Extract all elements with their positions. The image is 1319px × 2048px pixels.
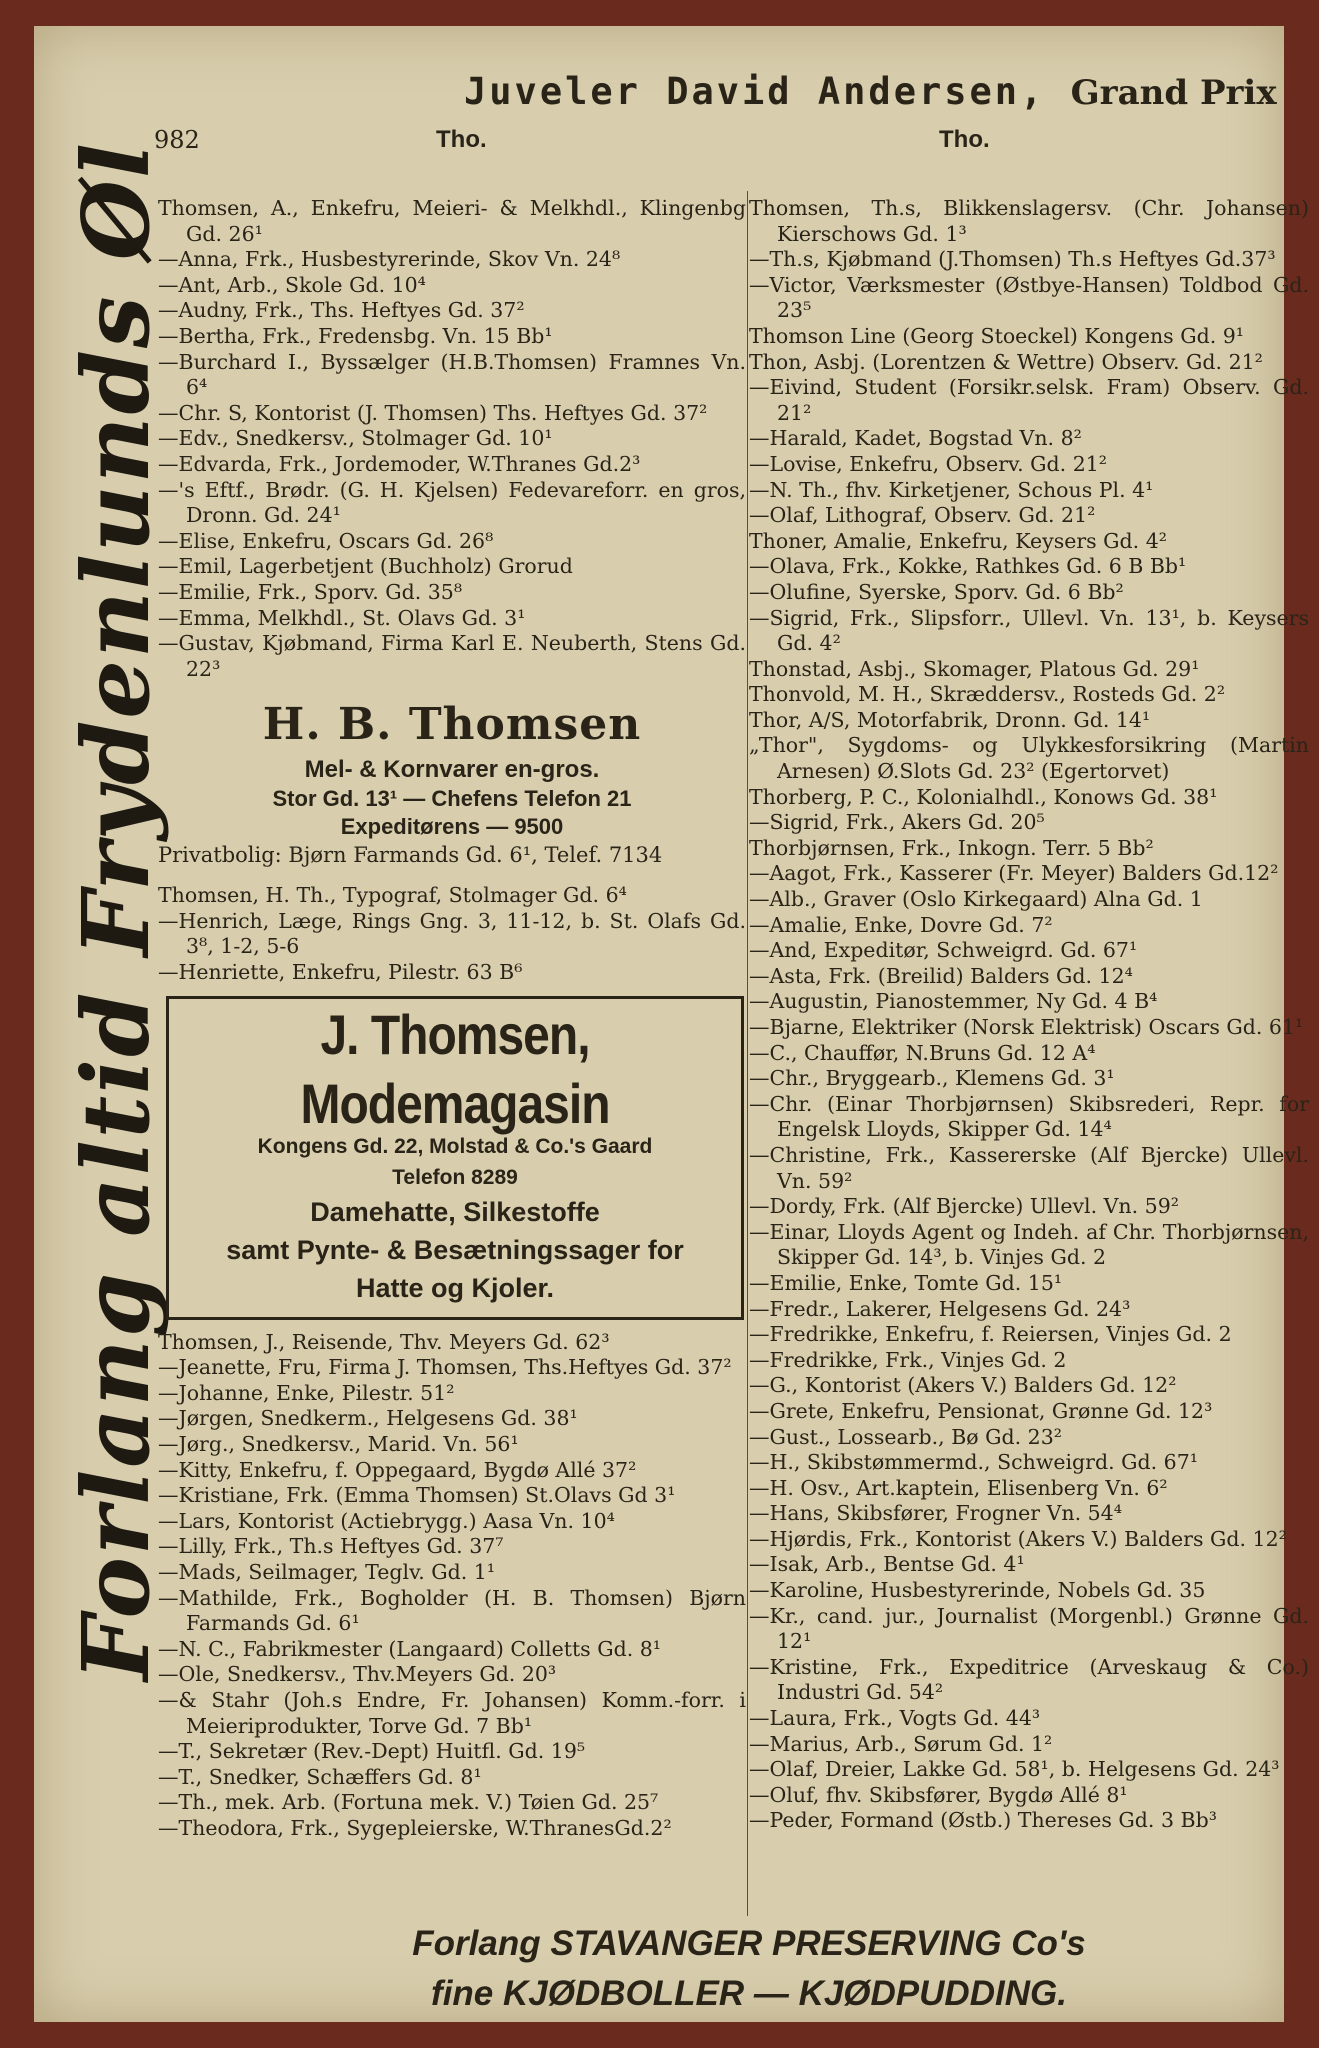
directory-entry: —Jeanette, Fru, Firma J. Thomsen, Ths.Heftyes Gd. 37² <box>158 1355 732 1380</box>
directory-entry: —Olufine, Syerske, Sporv. Gd. 6 Bb² <box>749 579 1124 604</box>
directory-entry: —Laura, Frk., Vogts Gd. 44³ <box>749 1706 1041 1731</box>
directory-entry: —Olaf, Dreier, Lakke Gd. 58¹, b. Helgesens Gd. 24³ <box>749 1757 1280 1782</box>
directory-entry: —Emma, Melkhdl., St. Olavs Gd. 3¹ <box>158 605 526 630</box>
directory-entry: —Victor, Værksmester (Østbye-Hansen) Toldbod Gd. 23⁵ <box>749 272 1309 323</box>
directory-entry: —Bertha, Frk., Fredensbg. Vn. 15 Bb¹ <box>158 323 553 348</box>
directory-entry: —Kr., cand. jur., Journalist (Morgenbl.) Grønne Gd. 12¹ <box>749 1603 1309 1654</box>
modemagasin-advertisement <box>166 996 744 1320</box>
directory-entry: —Fredrikke, Enkefru, f. Reiersen, Vinjes Gd. 2 <box>749 1322 1232 1347</box>
right-column-heading: Tho. <box>939 126 990 153</box>
directory-entry: —Elise, Enkefru, Oscars Gd. 26⁸ <box>158 528 494 553</box>
directory-entry: —Christine, Frk., Kassererske (Alf Bjercke) Ullevl. Vn. 59² <box>749 1142 1309 1193</box>
directory-entry: —Augustin, Pianostemmer, Ny Gd. 4 B⁴ <box>749 989 1158 1014</box>
directory-entry: —Hans, Skibsfører, Frogner Vn. 54⁴ <box>749 1501 1122 1526</box>
directory-entry: —Isak, Arb., Bentse Gd. 4¹ <box>749 1552 1025 1577</box>
directory-entry: —N. Th., fhv. Kirketjener, Schous Pl. 4¹ <box>749 477 1154 502</box>
ad-box-line2: Telefon 8289 <box>392 1165 518 1189</box>
ad-box-title: J. Thomsen, Modemagasin <box>300 1005 610 1136</box>
directory-entry: —Hjørdis, Frk., Kontorist (Akers V.) Balders Gd. 12² <box>749 1526 1287 1551</box>
directory-entry: —& Stahr (Joh.s Endre, Fr. Johansen) Komm.-forr. i Meieriprodukter, Torve Gd. 7 Bb¹ <box>158 1687 746 1738</box>
header-advertisement: Juveler David Andersen, Grand Prix <box>464 70 1277 113</box>
directory-entry: —Kitty, Enkefru, f. Oppegaard, Bygdø Allé 37² <box>158 1457 637 1482</box>
left-entries-c <box>158 1330 746 1842</box>
directory-entry: —Th., mek. Arb. (Fortuna mek. V.) Tøien Gd. 25⁷ <box>158 1790 659 1815</box>
directory-entry: —Lilly, Frk., Th.s Heftyes Gd. 37⁷ <box>158 1534 504 1559</box>
footer-line1: Forlang STAVANGER PRESERVING Co's <box>412 1924 1086 1963</box>
ad-hb-name: H. B. Thomsen <box>262 699 642 751</box>
directory-entry: —Ant, Arb., Skole Gd. 10⁴ <box>158 272 426 297</box>
directory-entry: —Karoline, Husbestyrerinde, Nobels Gd. 35 <box>749 1578 1206 1603</box>
ad-hb-private: Privatbolig: Bjørn Farmands Gd. 6¹, Telef. 7134 <box>158 843 663 868</box>
ad-box-line4: samt Pynte- & Besætningssager for <box>226 1234 684 1265</box>
ad-hb-line3: Expeditørens — 9500 <box>340 814 564 840</box>
directory-entry: —Olava, Frk., Kokke, Rathkes Gd. 6 B Bb¹ <box>749 554 1187 579</box>
page-number: 982 <box>154 126 200 154</box>
directory-entry: —Sigrid, Frk., Slipsforr., Ullevl. Vn. 13¹, b. Keysers Gd. 4² <box>749 605 1309 656</box>
directory-entry: —Peder, Formand (Østb.) Thereses Gd. 3 Bb³ <box>749 1808 1217 1833</box>
directory-entry: —T., Snedker, Schæffers Gd. 8¹ <box>158 1764 482 1789</box>
directory-entry: Thorberg, P. C., Kolonialhdl., Konows Gd. 38¹ <box>749 784 1218 809</box>
directory-entry: —Fredr., Lakerer, Helgesens Gd. 24³ <box>749 1296 1131 1321</box>
right-column <box>749 196 1309 1834</box>
directory-entry: —Aagot, Frk., Kasserer (Fr. Meyer) Balders Gd.12² <box>749 861 1279 886</box>
left-entries-b <box>158 883 746 985</box>
directory-entry: —Oluf, fhv. Skibsfører, Bygdø Allé 8¹ <box>749 1782 1128 1807</box>
directory-entry: —Ole, Snedkersv., Thv.Meyers Gd. 20³ <box>158 1662 557 1687</box>
directory-entry: —Amalie, Enke, Dovre Gd. 7² <box>749 912 1053 937</box>
directory-entry: —Olaf, Lithograf, Observ. Gd. 21² <box>749 503 1096 528</box>
directory-entry: —Dordy, Frk. (Alf Bjercke) Ullevl. Vn. 59² <box>749 1194 1179 1219</box>
footer-line2: fine KJØDBOLLER — KJØDPUDDING. <box>431 1974 1067 2013</box>
directory-entry: Thon, Asbj. (Lorentzen & Wettre) Observ. Gd. 21² <box>749 349 1263 374</box>
directory-entry: —Lars, Kontorist (Actiebrygg.) Aasa Vn. 10⁴ <box>158 1508 615 1533</box>
directory-entry: —Anna, Frk., Husbestyrerinde, Skov Vn. 24⁸ <box>158 247 621 272</box>
directory-entry: —Kristiane, Frk. (Emma Thomsen) St.Olavs Gd 3¹ <box>158 1483 676 1508</box>
directory-entry: —Henriette, Enkefru, Pilestr. 63 B⁶ <box>158 960 523 985</box>
directory-entry: —Bjarne, Elektriker (Norsk Elektrisk) Oscars Gd. 61¹ <box>749 1015 1304 1039</box>
directory-entry: —Sigrid, Frk., Akers Gd. 20⁵ <box>749 810 1045 835</box>
directory-entry: —Theodora, Frk., Sygepleierske, W.ThranesGd.2² <box>158 1815 672 1840</box>
directory-entry: —Audny, Frk., Ths. Heftyes Gd. 37² <box>158 298 525 323</box>
directory-entry: —'s Eftf., Brødr. (G. H. Kjelsen) Fedevareforr. en gros, Dronn. Gd. 24¹ <box>158 477 746 528</box>
directory-entry: —Henrich, Læge, Rings Gng. 3, 11-12, b. St. Olafs Gd. 3⁸, 1-2, 5-6 <box>158 908 746 959</box>
directory-entry: —Eivind, Student (Forsikr.selsk. Fram) Observ. Gd. 21² <box>749 375 1309 425</box>
directory-entry: —Lovise, Enkefru, Observ. Gd. 21² <box>749 451 1108 476</box>
directory-entry: —Johanne, Enke, Pilestr. 51² <box>158 1380 455 1405</box>
ad-box-line5: Hatte og Kjoler. <box>355 1272 555 1303</box>
directory-entry: —Kristine, Frk., Expeditrice (Arveskaug & Co.) Industri Gd. 54² <box>749 1654 1309 1705</box>
directory-entry: Thomsen, H. Th., Typograf, Stolmager Gd. 6⁴ <box>158 883 627 908</box>
directory-entry: —N. C., Fabrikmester (Langaard) Colletts Gd. 8¹ <box>158 1636 662 1661</box>
directory-entry: Thoner, Amalie, Enkefru, Keysers Gd. 4² <box>749 528 1167 553</box>
directory-entry: —C., Chauffør, N.Bruns Gd. 12 A⁴ <box>749 1040 1096 1065</box>
left-column <box>158 196 746 1842</box>
directory-entry: —Harald, Kadet, Bogstad Vn. 8² <box>749 426 1082 451</box>
left-entries-a <box>158 196 746 682</box>
directory-entry: —Mathilde, Frk., Bogholder (H. B. Thomsen) Bjørn Farmands Gd. 6¹ <box>158 1585 746 1636</box>
hb-thomsen-advertisement <box>158 696 746 869</box>
directory-entry: Thomsen, A., Enkefru, Meieri- & Melkhdl., Klingenbg Gd. 26¹ <box>158 196 746 246</box>
directory-entry: Thomsen, Th.s, Blikkenslagersv. (Chr. Johansen) Kierschows Gd. 1³ <box>749 196 1309 246</box>
directory-entry: —T., Sekretær (Rev.-Dept) Huitfl. Gd. 19⁵ <box>158 1739 586 1764</box>
directory-entry: —And, Expeditør, Schweigrd. Gd. 67¹ <box>749 938 1138 963</box>
directory-entry: Thomsen, J., Reisende, Thv. Meyers Gd. 62³ <box>158 1329 610 1354</box>
ad-box-line3: Damehatte, Silkestoffe <box>310 1196 600 1227</box>
left-column-heading: Tho. <box>436 126 487 153</box>
directory-entry: —Gustav, Kjøbmand, Firma Karl E. Neuberth, Stens Gd. 22³ <box>158 631 746 681</box>
directory-entry: —Chr. S, Kontorist (J. Thomsen) Ths. Heftyes Gd. 37² <box>158 400 708 425</box>
directory-entry: —Grete, Enkefru, Pensionat, Grønne Gd. 12³ <box>749 1398 1213 1423</box>
directory-entry: —Marius, Arb., Sørum Gd. 1² <box>749 1731 1053 1756</box>
directory-entry: —Th.s, Kjøbmand (J.Thomsen) Th.s Heftyes Gd.37³ <box>749 247 1276 272</box>
directory-entry: —Emil, Lagerbetjent (Buchholz) Grorud <box>158 554 573 579</box>
directory-entry: —Asta, Frk. (Breilid) Balders Gd. 12⁴ <box>749 963 1133 988</box>
right-entries <box>749 196 1309 1834</box>
ad-hb-line1: Mel- & Kornvarer en-gros. <box>304 756 600 784</box>
directory-entry: Thonstad, Asbj., Skomager, Platous Gd. 29¹ <box>749 656 1200 681</box>
directory-entry: —Chr. (Einar Thorbjørnsen) Skibsrederi, Repr. for Engelsk Lloyds, Skipper Gd. 14⁴ <box>749 1091 1309 1142</box>
directory-entry: —Einar, Lloyds Agent og Indeh. af Chr. Thorbjørnsen, Skipper Gd. 14³, b. Vinjes Gd. 2 <box>749 1219 1309 1270</box>
directory-entry: —Jørg., Snedkersv., Marid. Vn. 56¹ <box>158 1432 519 1457</box>
directory-entry: —Fredrikke, Frk., Vinjes Gd. 2 <box>749 1347 1067 1372</box>
directory-entry: Thorbjørnsen, Frk., Inkogn. Terr. 5 Bb² <box>749 835 1154 860</box>
footer-advertisement <box>334 1919 1164 2019</box>
directory-entry: —Emilie, Frk., Sporv. Gd. 35⁸ <box>158 579 463 604</box>
directory-entry: —Jørgen, Snedkerm., Helgesens Gd. 38¹ <box>158 1406 578 1431</box>
directory-entry: —Chr., Bryggearb., Klemens Gd. 3¹ <box>749 1066 1115 1091</box>
ad-box-line1: Kongens Gd. 22, Molstad & Co.'s Gaard <box>257 1134 653 1158</box>
directory-entry: —G., Kontorist (Akers V.) Balders Gd. 12² <box>749 1373 1177 1398</box>
directory-entry: —Mads, Seilmager, Teglv. Gd. 1¹ <box>158 1560 496 1584</box>
directory-entry: „Thor", Sygdoms- og Ulykkesforsikring (Martin Arnesen) Ø.Slots Gd. 23² (Egertorvet) <box>749 733 1309 784</box>
directory-entry: —Edv., Snedkersv., Stolmager Gd. 10¹ <box>158 426 553 451</box>
directory-entry: —Edvarda, Frk., Jordemoder, W.Thranes Gd.2³ <box>158 451 641 476</box>
directory-entry: —Alb., Graver (Oslo Kirkegaard) Alna Gd. 1 <box>749 887 1203 912</box>
directory-entry: —Gust., Lossearb., Bø Gd. 23² <box>749 1424 1062 1449</box>
ad-hb-line2: Stor Gd. 13¹ — Chefens Telefon 21 <box>272 786 632 812</box>
directory-entry: —H., Skibstømmermd., Schweigrd. Gd. 67¹ <box>749 1450 1198 1475</box>
directory-page <box>34 26 1309 2022</box>
directory-entry: Thor, A/S, Motorfabrik, Dronn. Gd. 14¹ <box>749 707 1151 732</box>
directory-entry: Thonvold, M. H., Skræddersv., Rosteds Gd. 2² <box>749 682 1226 707</box>
directory-entry: Thomson Line (Georg Stoeckel) Kongens Gd. 9¹ <box>749 323 1245 348</box>
directory-entry: —H. Osv., Art.kaptein, Elisenberg Vn. 6² <box>749 1475 1168 1500</box>
column-divider <box>747 191 748 1916</box>
directory-entry: —Burchard I., Byssælger (H.B.Thomsen) Framnes Vn. 6⁴ <box>158 349 746 400</box>
side-advertisement: Forlang altid Frydenlunds Øl <box>62 141 170 1681</box>
directory-entry: —Emilie, Enke, Tomte Gd. 15¹ <box>749 1270 1063 1295</box>
